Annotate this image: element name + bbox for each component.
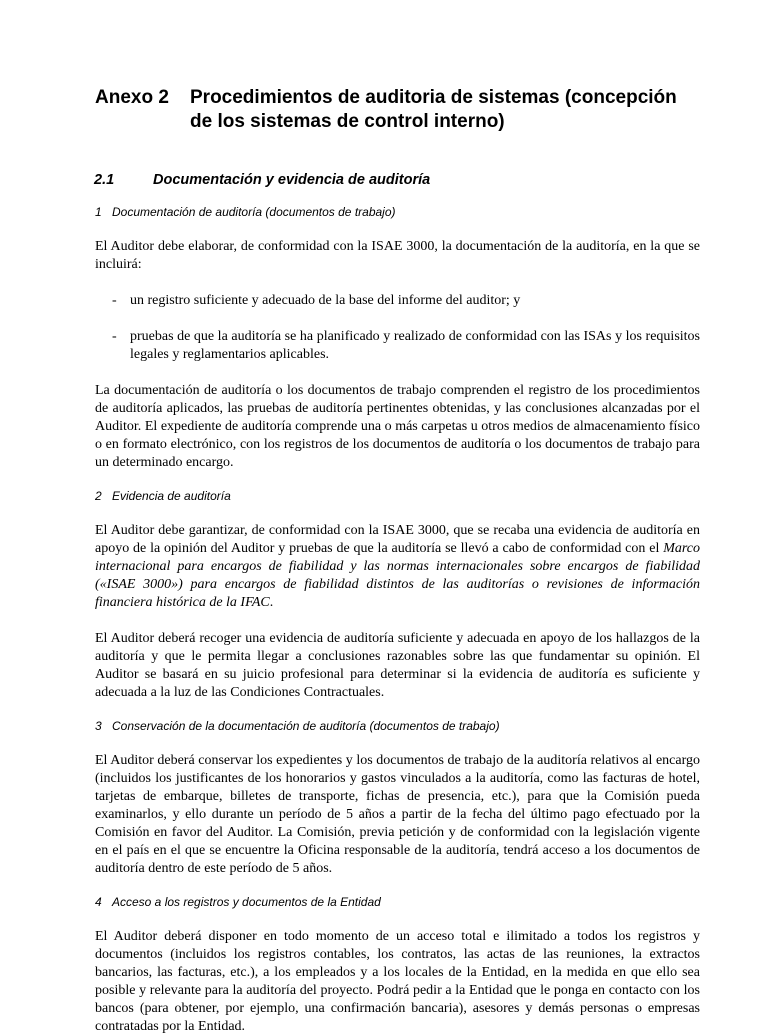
paragraph: El Auditor debe elaborar, de conformidad con la ISAE 3000, la documentación de la auditoría, en la que se incluirá: xyxy=(95,239,700,272)
dash-bullet: - xyxy=(112,293,117,308)
paragraph-text: El Auditor debe garantizar, de conformidad con la ISAE 3000, que se recaba una evidencia de auditoría en apoyo de la opinión del Auditor y pruebas de que la auditoría se llevó a cabo de conformidad con el xyxy=(95,523,700,556)
paragraph: El Auditor deberá disponer en todo momento de un acceso total e ilimitado a todos los registros y documentos (incluidos los registros contables, los contratos, las actas de las reuniones, la extractos bancarios, las facturas, etc.), a los empleados y a los locales de la Entidad, en la medida en que ello sea posible y relevante para la auditoría del proyecto. Podrá pedir a la Entidad que le ponga en contacto con los bancos (para obtener, por ejemplo, una confirmación bancaria), asesores y demás personas o empresas contratadas por la Entidad. xyxy=(95,929,700,1034)
annex-number: Anexo 2 xyxy=(95,87,169,108)
list-item-text: un registro suficiente y adecuado de la base del informe del auditor; y xyxy=(130,293,521,308)
subsection-heading-3 xyxy=(95,718,700,734)
document-page xyxy=(95,86,700,1036)
paragraph-end: . xyxy=(269,595,274,610)
subsection-number: 1 xyxy=(95,205,102,219)
subsection-title: Documentación de auditoría (documentos de trabajo) xyxy=(112,205,396,219)
list-item xyxy=(112,328,700,364)
framework-reference: Marco internacional para encargos de fiabilidad y las normas internacionales sobre encargos de fiabilidad («ISAE 3000») para encargos de fiabilidad distintos de las auditorías o revisiones de información financiera histórica de la IFAC xyxy=(95,541,700,610)
paragraph xyxy=(95,522,700,612)
subsection-title: Acceso a los registros y documentos de la Entidad xyxy=(112,895,381,909)
subsection-number: 2 xyxy=(95,489,102,503)
annex-title-text: Procedimientos de auditoria de sistemas (concepción de los sistemas de control interno) xyxy=(190,87,677,132)
subsection-number: 3 xyxy=(95,719,102,733)
subsection-title: Conservación de la documentación de auditoría (documentos de trabajo) xyxy=(112,719,500,733)
list-item xyxy=(112,292,700,310)
paragraph: El Auditor deberá recoger una evidencia de auditoría suficiente y adecuada en apoyo de los hallazgos de la auditoría y que le permita llegar a conclusiones razonables sobre las que fundamentar su opinión. El Auditor se basará en su juicio profesional para determinar si la evidencia de auditoría es suficiente y adecuada a la luz de las Condiciones Contractuales. xyxy=(95,631,700,700)
section-title: Documentación y evidencia de auditoría xyxy=(153,172,431,188)
paragraph: La documentación de auditoría o los documentos de trabajo comprenden el registro de los procedimientos de auditoría aplicados, las pruebas de auditoría pertinentes obtenidas, y las conclusiones alcanzadas por el Auditor. El expediente de auditoría comprende una o más carpetas u otros medios de almacenamiento físico o en formato electrónico, con los registros de los documentos de auditoría o los documentos de trabajo para un determinado encargo. xyxy=(95,383,700,470)
subsection-number: 4 xyxy=(95,895,102,909)
annex-title xyxy=(95,86,700,134)
subsection-heading-2 xyxy=(95,488,700,504)
section-number: 2.1 xyxy=(94,172,115,188)
subsection-heading-4 xyxy=(95,894,700,910)
section-heading xyxy=(94,172,700,188)
subsection-heading-1 xyxy=(95,204,700,220)
list-item-text: pruebas de que la auditoría se ha planificado y realizado de conformidad con las ISAs y los requisitos legales y reglamentarios aplicables. xyxy=(130,329,700,362)
subsection-title: Evidencia de auditoría xyxy=(112,489,231,503)
paragraph: El Auditor deberá conservar los expedientes y los documentos de trabajo de la auditoría relativos al encargo (incluidos los justificantes de los honorarios y gastos vinculados a la auditoría, como las facturas de hotel, tarjetas de embarque, billetes de transporte, fichas de presencia, etc.), para que la Comisión pueda examinarlos, y ello durante un período de 5 años a partir de la fecha del último pago efectuado por la Comisión en favor del Auditor. La Comisión, previa petición y de conformidad con la legislación vigente en el país en el que se encuentre la Oficina responsable de la auditoría, tendrá acceso a los documentos de auditoría dentro de este período de 5 años. xyxy=(95,753,700,876)
dash-bullet: - xyxy=(112,329,117,344)
